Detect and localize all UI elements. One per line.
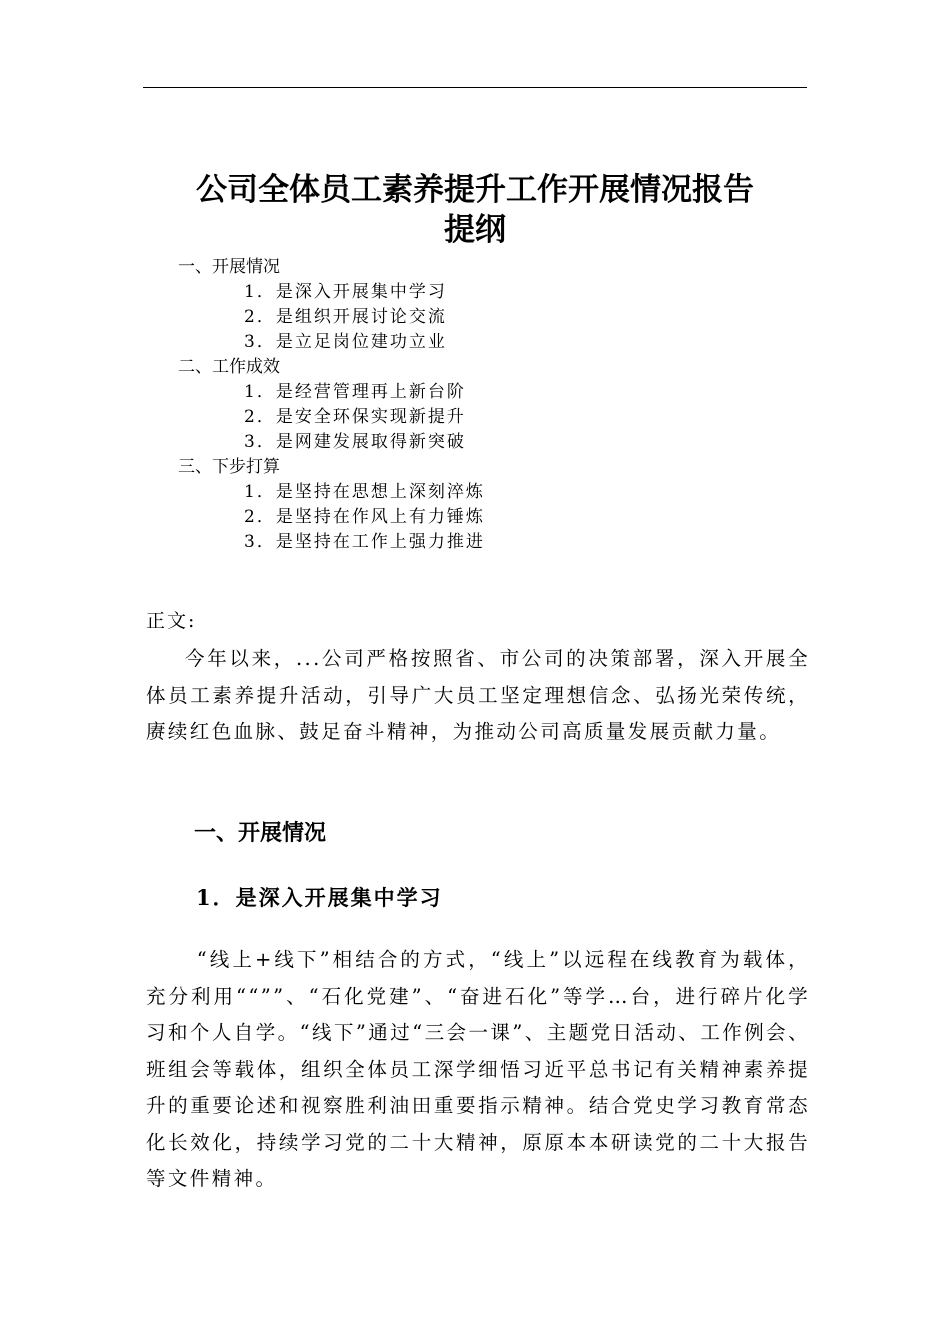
outline-item: 2．是安全环保实现新提升 [244, 407, 466, 427]
outline-item: 2．是坚持在作风上有力锤炼 [244, 507, 485, 527]
outline-heading-2: 二、工作成效 [178, 357, 280, 377]
section-heading: 一、开展情况 [194, 821, 327, 846]
outline-item: 1．是深入开展集中学习 [244, 282, 447, 302]
document-title: 公司全体员工素养提升工作开展情况报告 [196, 172, 754, 208]
outline-item: 2．是组织开展讨论交流 [244, 307, 447, 327]
outline-item: 3．是网建发展取得新突破 [244, 432, 466, 452]
document-title-line2: 提纲 [444, 212, 506, 248]
outline-item: 1．是经营管理再上新台阶 [244, 382, 466, 402]
section-paragraph: “线上+线下”相结合的方式，“线上”以远程在线教育为载体，充分利用““””、“石化党建”、“奋进石化”等学…台，进行碎片化学习和个人自学。“线下”通过“三会一课”、主题党日活动、工作例会、班组会等载体，组织全体员工深学细悟习近平总书记有关精神素养提升的重要论述和视察胜利油田重要指示精神。结合党史学习教育常态化长效化，持续学习党的二十大精神，原原本本研读党的二十大报告等文件精神。 [146, 948, 810, 1190]
outline-heading-1: 一、开展情况 [178, 257, 280, 277]
outline-item: 3．是坚持在工作上强力推进 [244, 532, 485, 552]
body-label: 正文: [146, 610, 197, 632]
subsection-heading: 1．是深入开展集中学习 [196, 885, 443, 910]
outline-item: 1．是坚持在思想上深刻淬炼 [244, 482, 485, 502]
header-rule [143, 87, 807, 88]
outline-heading-3: 三、下步打算 [178, 457, 280, 477]
outline-item: 3．是立足岗位建功立业 [244, 332, 447, 352]
intro-paragraph: 今年以来，...公司严格按照省、市公司的决策部署，深入开展全体员工素养提升活动，引导广大员工坚定理想信念、弘扬光荣传统，赓续红色血脉、鼓足奋斗精神，为推动公司高质量发展贡献力量。 [146, 647, 810, 743]
